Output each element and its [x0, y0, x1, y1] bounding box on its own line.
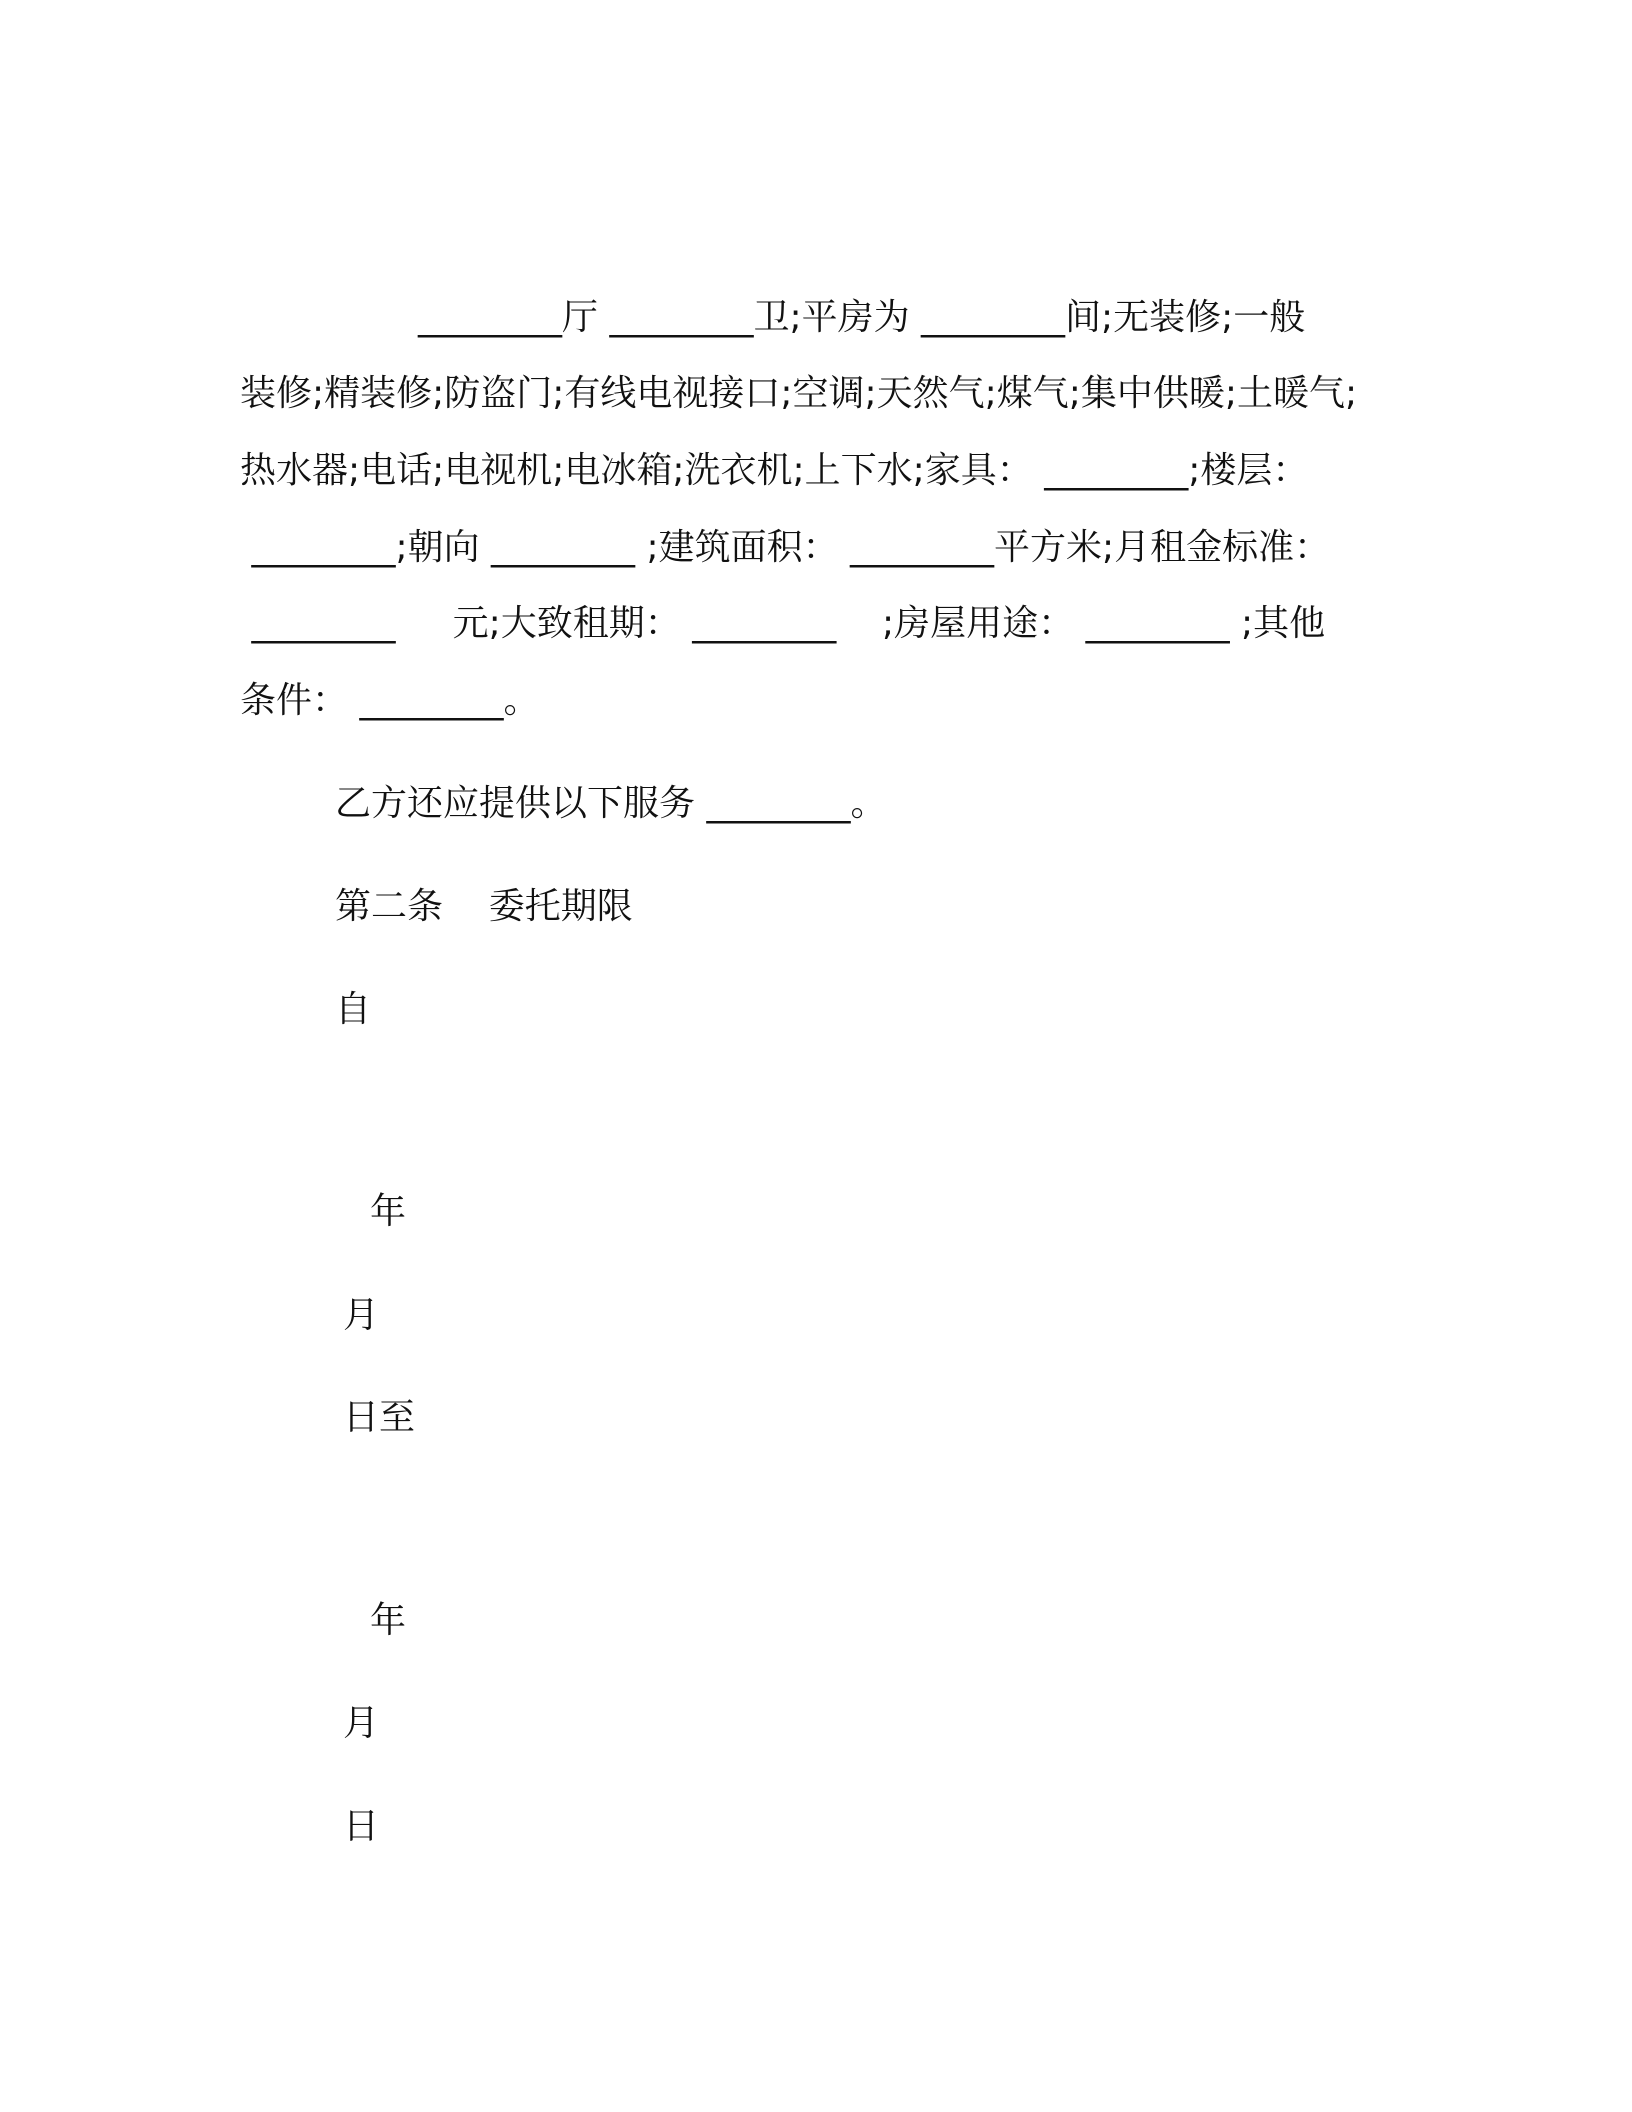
term-from: 自: [335, 989, 372, 1030]
term-end-year: 年: [370, 1600, 407, 1641]
term-end-day: 日: [343, 1806, 380, 1847]
article-2-heading: 第二条 委托期限: [335, 886, 633, 927]
term-start-year: 年: [370, 1191, 407, 1232]
para1-line-1: ________厅 ________卫;平房为 ________间;无装修;一般: [418, 297, 1306, 338]
para1-line-4: ________;朝向 ________ ;建筑面积： ________平方米;月租金标准：: [240, 527, 1331, 568]
term-start-day-to: 日至: [343, 1397, 416, 1438]
services-paragraph: 乙方还应提供以下服务 ________。: [335, 783, 887, 824]
para1-line-6: 条件： ________。: [240, 680, 540, 721]
para1-line-2: 装修;精装修;防盗门;有线电视接口;空调;天然气;煤气;集中供暖;土暖气;: [240, 373, 1358, 414]
para1-line-3: 热水器;电话;电视机;电冰箱;洗衣机;上下水;家具： ________;楼层：: [240, 450, 1309, 491]
para1-line-5: ________ 元;大致租期： ________ ;房屋用途： ________ ;其他: [240, 603, 1326, 644]
term-start-month: 月: [343, 1295, 380, 1336]
term-end-month: 月: [343, 1703, 380, 1744]
